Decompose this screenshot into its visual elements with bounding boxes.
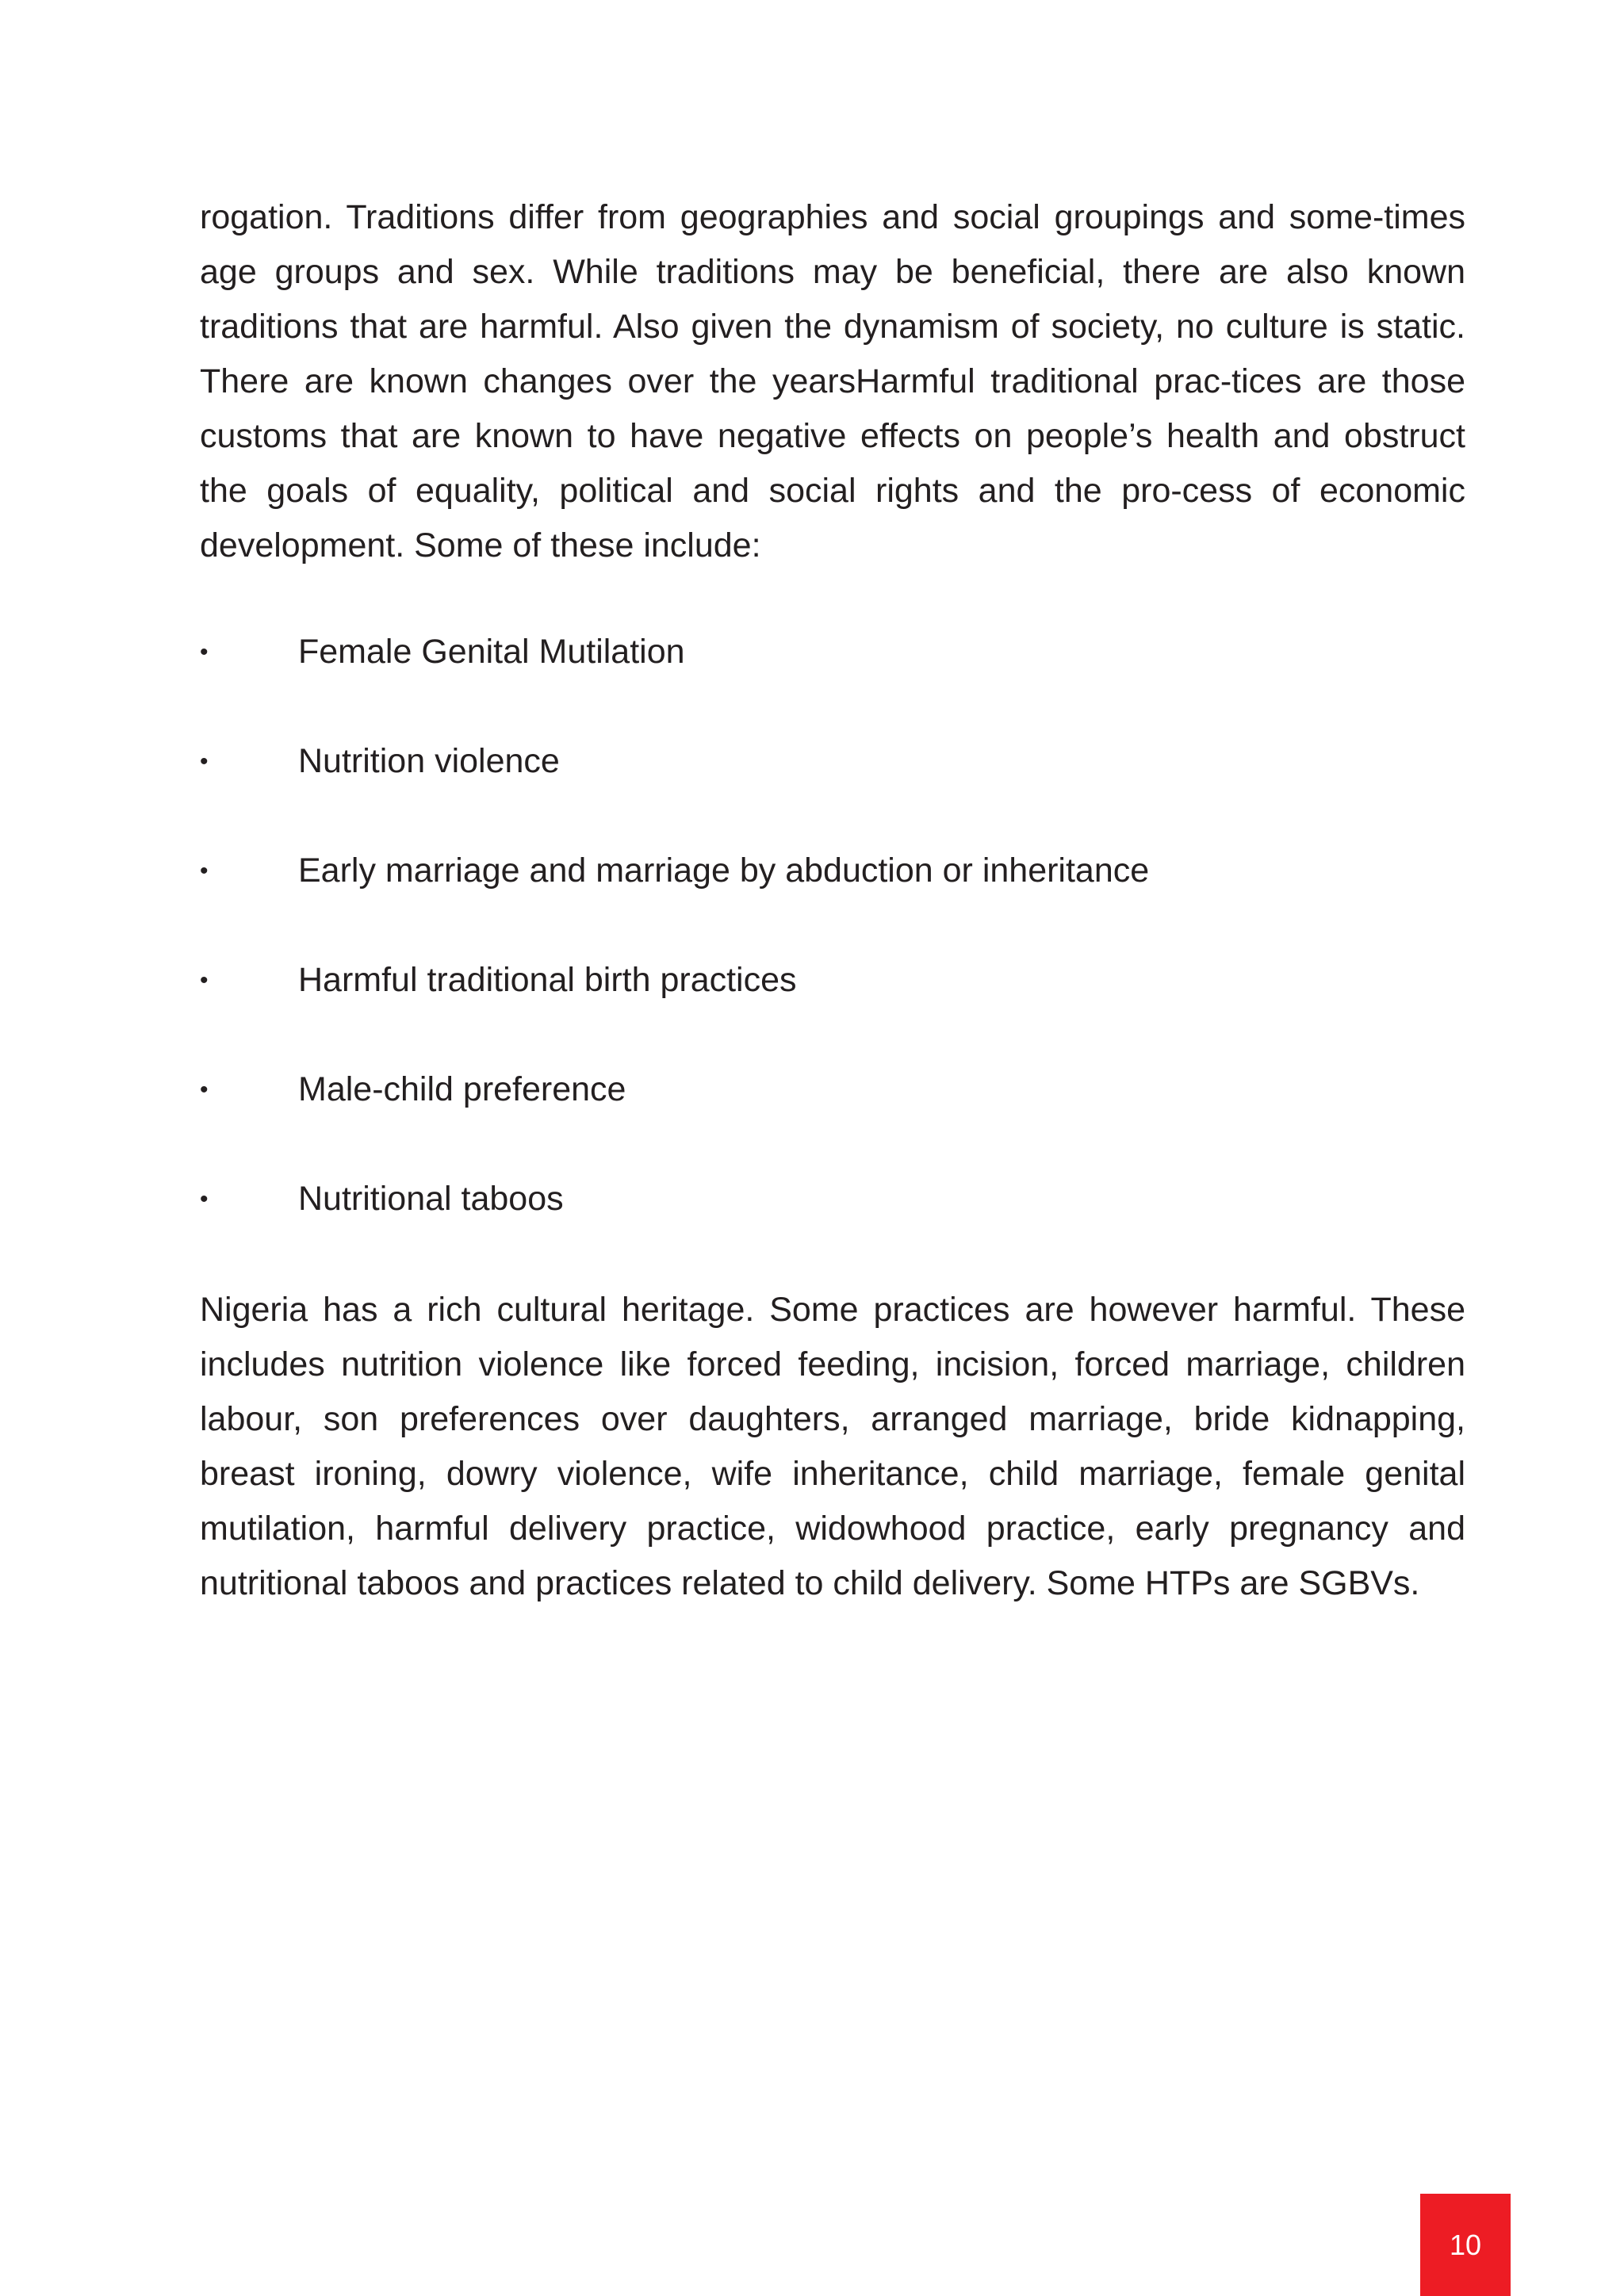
list-item-text: Female Genital Mutilation — [298, 633, 685, 671]
bullet-icon: • — [200, 858, 209, 884]
closing-paragraph: Nigeria has a rich cultural heritage. Some practices are however harmful. These includes nutrition violence like forced feeding, incision, forced marriage, children labour, son preferences over daughters, arranged marriage, bride kidnapping, breast ironing, dowry violence, wife inheritance, child marriage, female genital mutilation, harmful delivery practice, widowhood practice, early pregnancy and nutritional taboos and practices related to child delivery. Some HTPs are SGBVs. — [200, 1291, 1465, 1602]
bullet-icon: • — [200, 967, 209, 993]
harmful-practices-list — [200, 625, 1465, 1281]
bullet-icon: • — [200, 639, 209, 665]
list-item — [200, 953, 1465, 1062]
list-item — [200, 1172, 1465, 1281]
page-number: 10 — [1420, 2194, 1511, 2296]
list-item — [200, 625, 1465, 734]
list-item — [200, 734, 1465, 844]
list-item — [200, 844, 1465, 953]
list-item-text: Nutritional taboos — [298, 1180, 564, 1218]
list-item-text: Male-child preference — [298, 1070, 626, 1108]
intro-paragraph: rogation. Traditions differ from geographies and social groupings and some-times age groups and sex. While traditions may be beneficial, there are also known traditions that are harmful. Also given the dynamism of society, no culture is static. There are known changes over the yearsHarmful traditional prac-tices are those customs that are known to have negative effects on people’s health and obstruct the goals of equality, political and social rights and the pro-cess of economic development. Some of these include: — [200, 198, 1465, 564]
list-item-text: Nutrition violence — [298, 742, 560, 780]
list-item-text: Early marriage and marriage by abduction or inheritance — [298, 851, 1150, 890]
bullet-icon: • — [200, 1077, 209, 1103]
list-item-text: Harmful traditional birth practices — [298, 961, 797, 999]
bullet-icon: • — [200, 748, 209, 775]
bullet-icon: • — [200, 1186, 209, 1212]
list-item — [200, 1062, 1465, 1172]
